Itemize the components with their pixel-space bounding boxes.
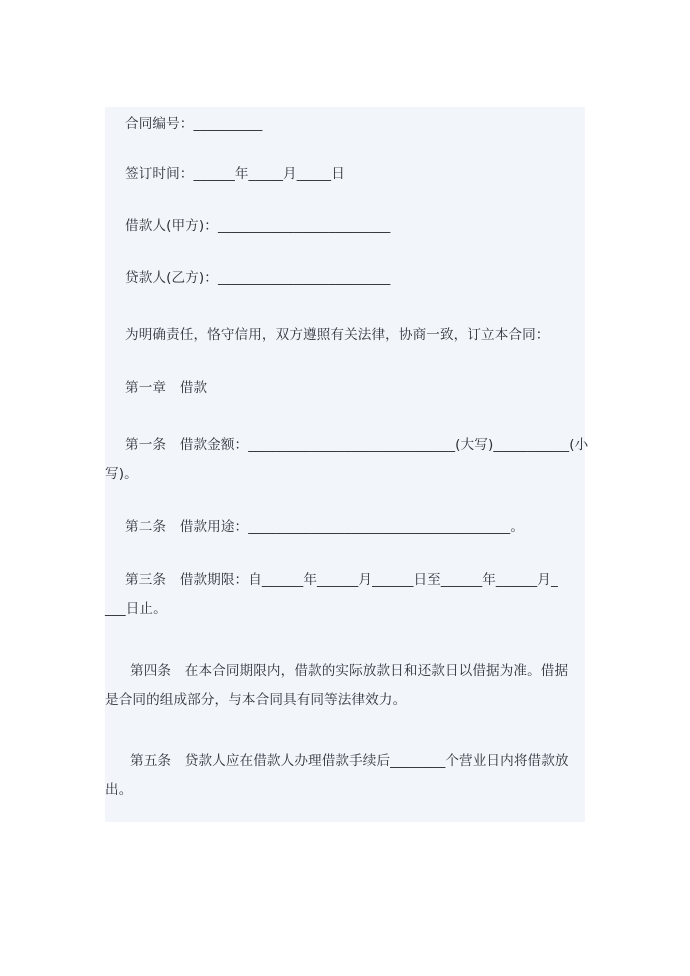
field-lender-party-b: 贷款人(乙方)：_________________________ [125,270,391,286]
article-2: 第二条 借款用途：______________________________________。 [125,519,525,535]
field-contract-number: 合同编号：__________ [125,116,263,132]
article-1-line-1: 第一条 借款金额：______________________________(大写)___________(小 [125,437,589,453]
article-5-line-2: 出。 [105,782,133,798]
heading-chapter-1: 第一章 借款 [125,380,208,396]
article-4-line-1: 第四条 在本合同期限内，借款的实际放款日和还款日以借据为准。借据 [130,663,569,679]
paragraph-preamble: 为明确责任，恪守信用，双方遵照有关法律，协商一致，订立本合同： [125,327,550,343]
article-1-line-2: 写)。 [105,466,138,482]
document-text-block [105,107,589,822]
article-5-line-1: 第五条 贷款人应在借款人办理借款手续后________个营业日内将借款放 [130,753,569,769]
article-4-line-2: 是合同的组成部分，与本合同具有同等法律效力。 [105,692,407,708]
article-3-line-2: ___日止。 [105,601,167,617]
field-signing-date: 签订时间：______年_____月_____日 [125,166,345,182]
field-borrower-party-a: 借款人(甲方)：_________________________ [125,218,391,234]
article-3-line-1: 第三条 借款期限：自______年______月______日至______年______月_ [125,572,558,588]
